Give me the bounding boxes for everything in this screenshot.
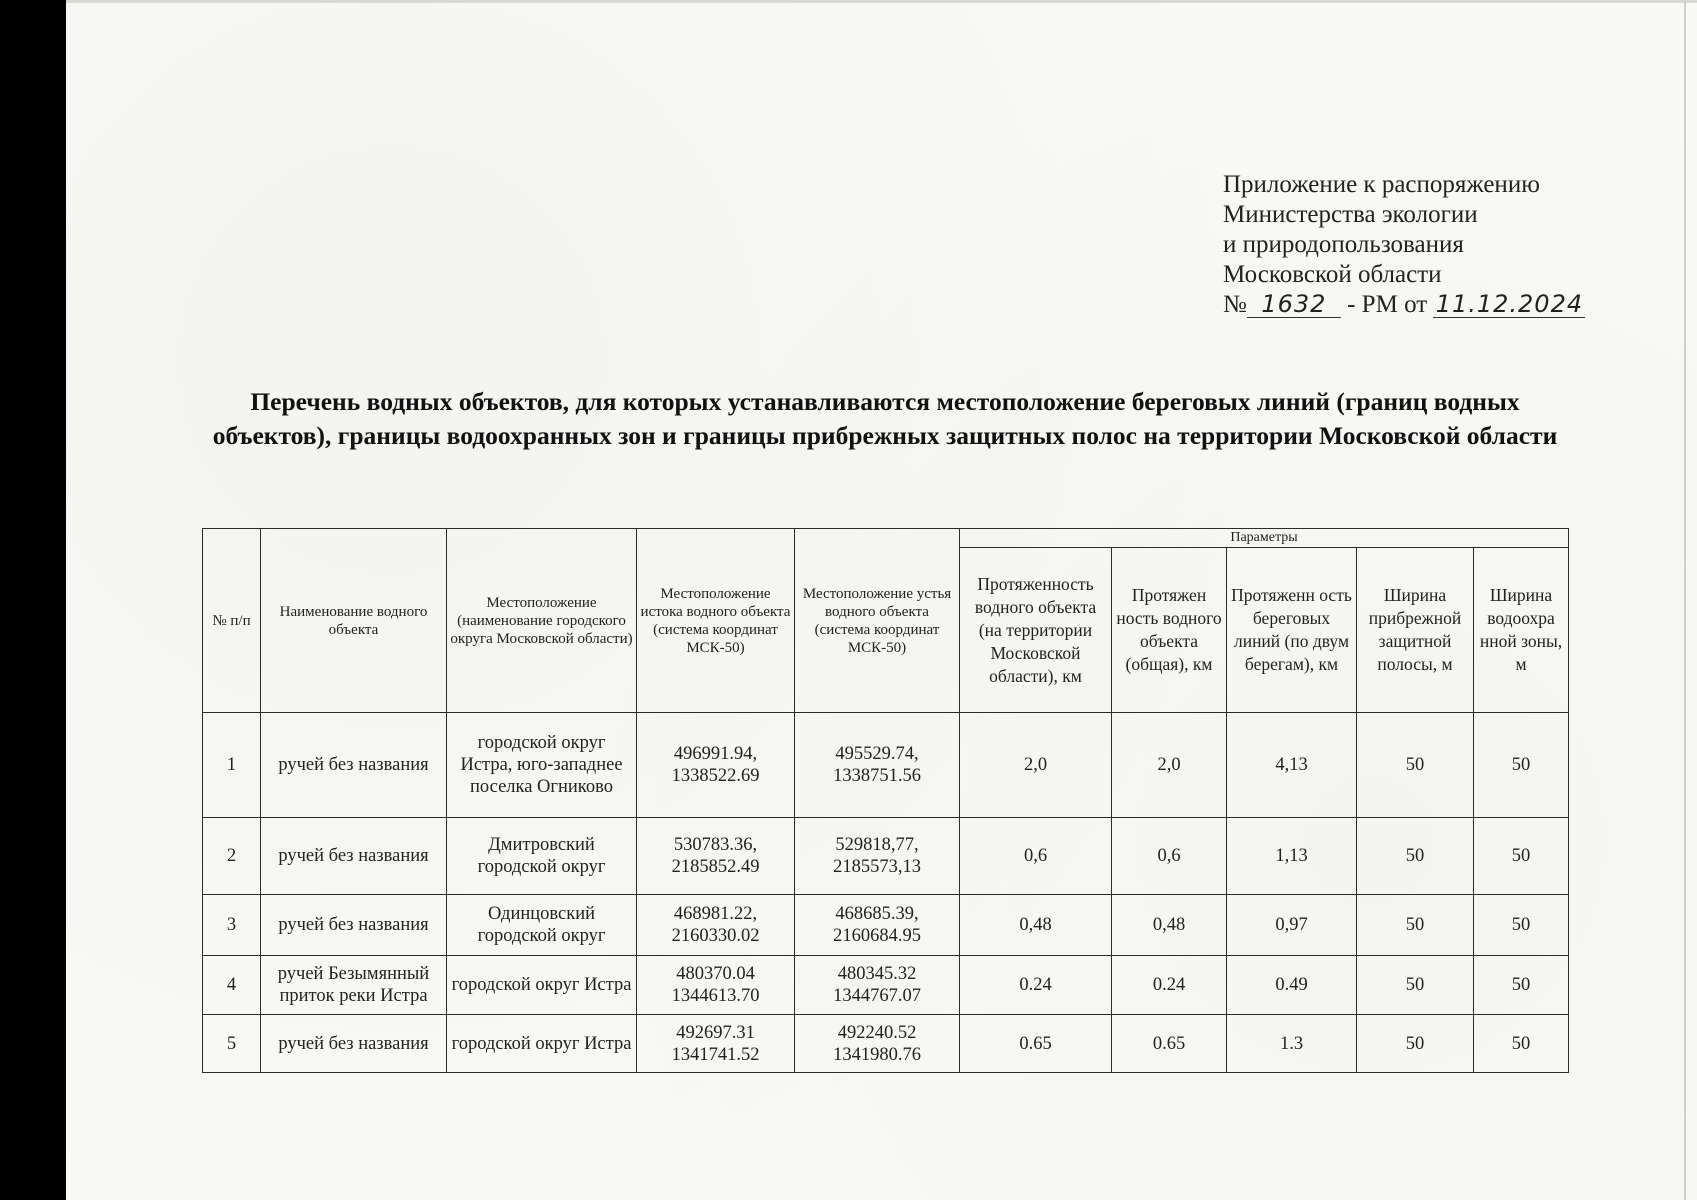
cell-length-shore: 4,13	[1227, 713, 1357, 818]
cell-length-total: 0,6	[1112, 818, 1227, 895]
cell-mouth: 529818,77, 2185573,13	[795, 818, 960, 895]
order-suffix: - РМ от	[1347, 291, 1428, 318]
document-title: Перечень водных объектов, для которых устанавливаются местоположение береговых линий (границ водных объектов), границы водоохранных зон и границы прибрежных защитных полос на территории Московской области	[212, 387, 1558, 450]
cell-mouth: 468685.39, 2160684.95	[795, 895, 960, 956]
cell-width-zone: 50	[1474, 895, 1569, 956]
approval-number-line	[1223, 290, 1603, 320]
header-parameters: Параметры	[960, 529, 1569, 548]
cell-length-region: 0.24	[960, 956, 1112, 1015]
approval-line-2: Министерства экологии	[1223, 201, 1478, 228]
cell-num: 5	[203, 1015, 261, 1073]
header-name: Наименование водного объекта	[261, 529, 447, 713]
cell-name: ручей без названия	[261, 895, 447, 956]
table-row	[203, 956, 1569, 1015]
cell-width-zone: 50	[1474, 818, 1569, 895]
cell-length-region: 0.65	[960, 1015, 1112, 1073]
approval-line-4: Московской области	[1223, 261, 1442, 288]
cell-source: 468981.22, 2160330.02	[637, 895, 795, 956]
cell-num: 3	[203, 895, 261, 956]
cell-mouth: 492240.52 1341980.76	[795, 1015, 960, 1073]
cell-width-zone: 50	[1474, 713, 1569, 818]
cell-length-shore: 1.3	[1227, 1015, 1357, 1073]
cell-name: ручей без названия	[261, 818, 447, 895]
header-width-strip: Ширина прибрежной защитной полосы, м	[1357, 548, 1474, 713]
cell-source: 496991.94, 1338522.69	[637, 713, 795, 818]
cell-source: 480370.04 1344613.70	[637, 956, 795, 1015]
table-row	[203, 713, 1569, 818]
cell-mouth: 495529.74, 1338751.56	[795, 713, 960, 818]
cell-mouth: 480345.32 1344767.07	[795, 956, 960, 1015]
cell-length-shore: 0,97	[1227, 895, 1357, 956]
cell-width-strip: 50	[1357, 818, 1474, 895]
header-row-1	[203, 529, 1569, 548]
approval-line-3: и природопользования	[1223, 231, 1464, 258]
cell-width-strip: 50	[1357, 956, 1474, 1015]
header-length-shore: Протяженн ость береговых линий (по двум берегам), км	[1227, 548, 1357, 713]
approval-block	[1223, 170, 1603, 320]
scan-right-edge	[1684, 0, 1686, 1200]
cell-source: 492697.31 1341741.52	[637, 1015, 795, 1073]
order-date: 11.12.2024	[1433, 291, 1585, 318]
water-objects-table	[202, 528, 1569, 1073]
cell-num: 2	[203, 818, 261, 895]
header-num: № п/п	[203, 529, 261, 713]
cell-width-strip: 50	[1357, 895, 1474, 956]
cell-length-region: 2,0	[960, 713, 1112, 818]
cell-length-region: 0,6	[960, 818, 1112, 895]
cell-num: 1	[203, 713, 261, 818]
header-location: Местоположение (наименование городского округа Московской области)	[447, 529, 637, 713]
cell-length-region: 0,48	[960, 895, 1112, 956]
cell-source: 530783.36, 2185852.49	[637, 818, 795, 895]
scan-top-edge	[66, 0, 1697, 3]
cell-name: ручей Безымянный приток реки Истра	[261, 956, 447, 1015]
order-number: 1632	[1247, 291, 1341, 318]
cell-num: 4	[203, 956, 261, 1015]
cell-length-total: 2,0	[1112, 713, 1227, 818]
approval-line-1: Приложение к распоряжению	[1223, 171, 1540, 198]
number-sign: №	[1223, 291, 1247, 318]
cell-length-shore: 0.49	[1227, 956, 1357, 1015]
cell-location: Дмитровский городской округ	[447, 818, 637, 895]
table-row	[203, 1015, 1569, 1073]
table-row	[203, 818, 1569, 895]
cell-width-zone: 50	[1474, 956, 1569, 1015]
cell-length-total: 0.65	[1112, 1015, 1227, 1073]
header-length-total: Протяжен ность водного объекта (общая), км	[1112, 548, 1227, 713]
header-width-zone: Ширина водоохра нной зоны, м	[1474, 548, 1569, 713]
cell-length-total: 0,48	[1112, 895, 1227, 956]
cell-location: городской округ Истра, юго-западнее поселка Огниково	[447, 713, 637, 818]
cell-location: городской округ Истра	[447, 1015, 637, 1073]
cell-width-strip: 50	[1357, 713, 1474, 818]
cell-length-shore: 1,13	[1227, 818, 1357, 895]
scan-dark-edge	[0, 0, 66, 1200]
cell-length-total: 0.24	[1112, 956, 1227, 1015]
header-source: Местоположение истока водного объекта (система координат МСК-50)	[637, 529, 795, 713]
cell-name: ручей без названия	[261, 1015, 447, 1073]
table-row	[203, 895, 1569, 956]
header-length-region: Протяженность водного объекта (на территории Московской области), км	[960, 548, 1112, 713]
cell-location: Одинцовский городской округ	[447, 895, 637, 956]
cell-name: ручей без названия	[261, 713, 447, 818]
cell-width-strip: 50	[1357, 1015, 1474, 1073]
cell-width-zone: 50	[1474, 1015, 1569, 1073]
header-mouth: Местоположение устья водного объекта (система координат МСК-50)	[795, 529, 960, 713]
cell-location: городской округ Истра	[447, 956, 637, 1015]
